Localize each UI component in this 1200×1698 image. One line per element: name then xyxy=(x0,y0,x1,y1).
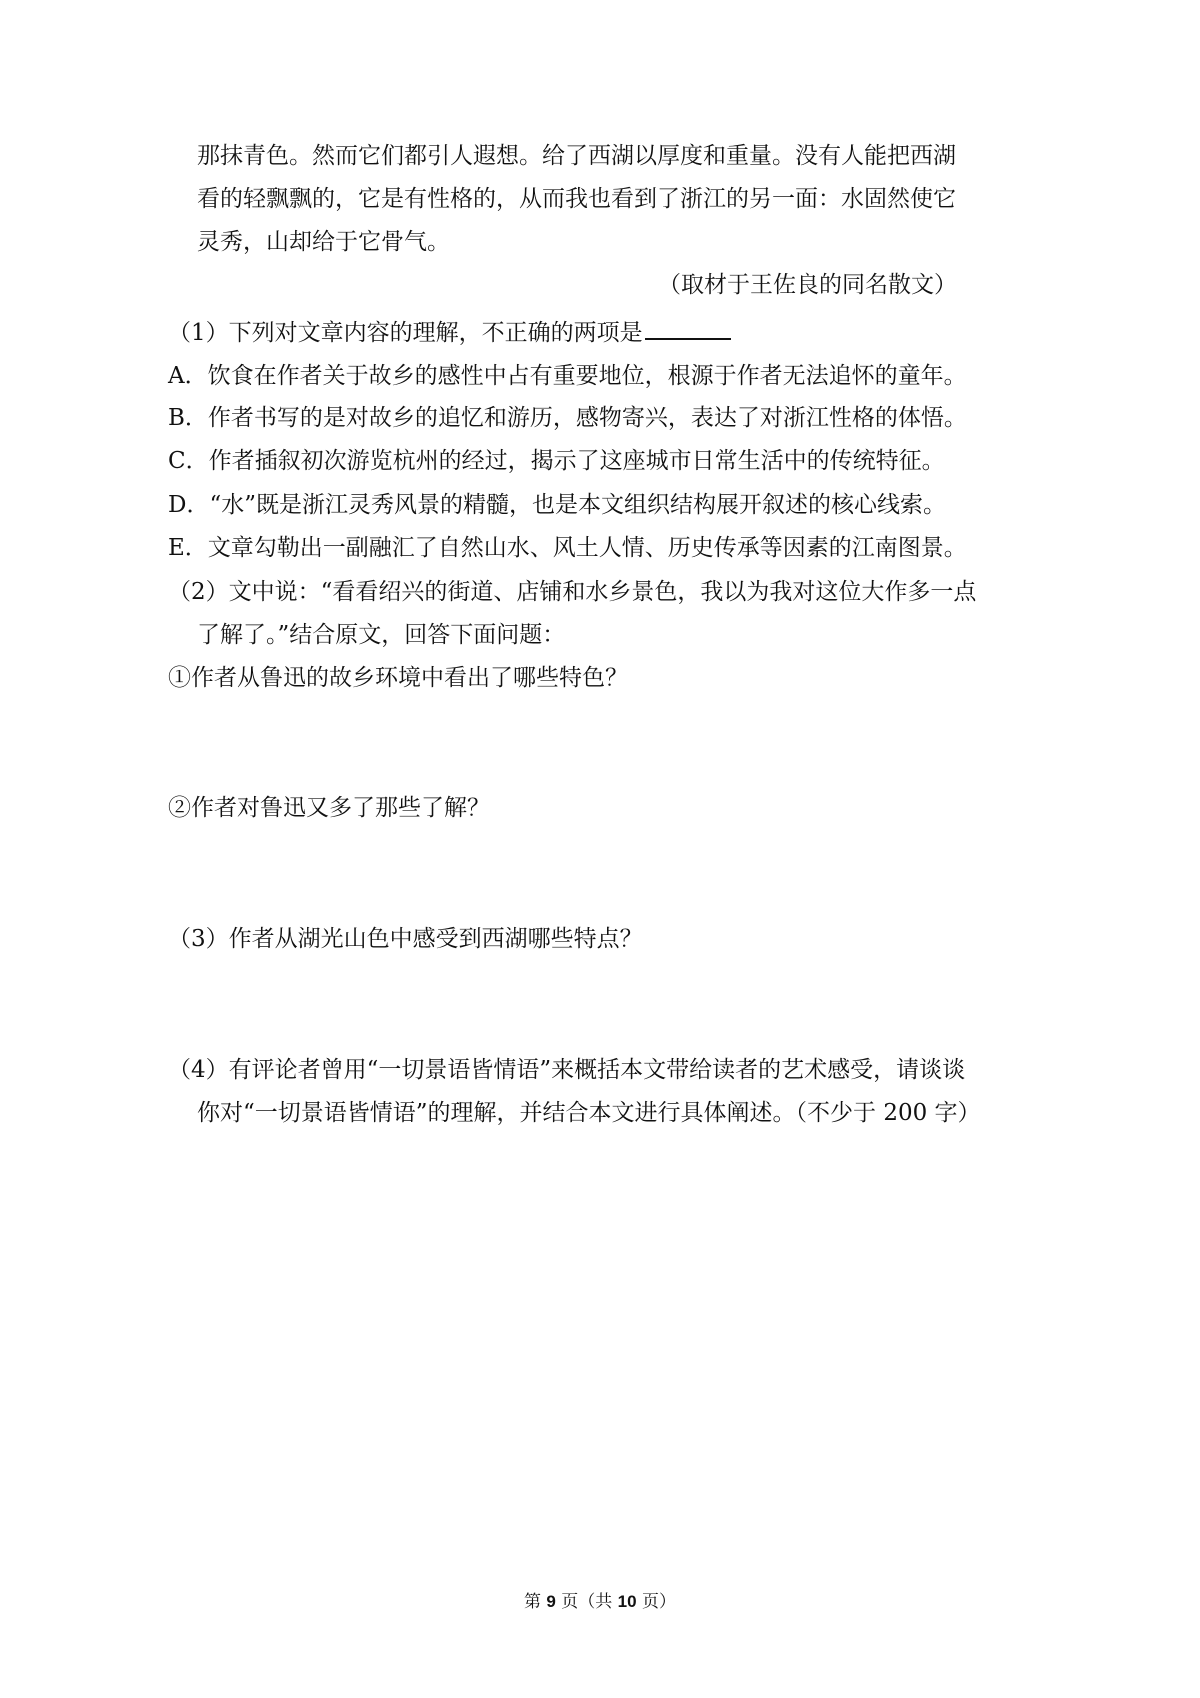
footer-page-number: 9 xyxy=(546,1592,556,1611)
question-3: （3）作者从湖光山色中感受到西湖哪些特点？ xyxy=(168,926,643,952)
question-1-option-a: A．饮食在作者关于故乡的感性中占有重要地位，根源于作者无法追怀的童年。 xyxy=(168,363,967,389)
passage-line-1: 那抹青色。然而它们都引人遐想。给了西湖以厚度和重量。没有人能把西湖 xyxy=(197,143,956,169)
question-1-option-e: E．文章勾勒出一副融汇了自然山水、风土人情、历史传承等因素的江南图景。 xyxy=(168,535,967,561)
question-2-sub-2: ②作者对鲁迅又多了那些了解？ xyxy=(168,795,490,821)
passage-line-3: 灵秀，山却给于它骨气。 xyxy=(197,229,450,255)
question-1-option-d: D．“水”既是浙江灵秀风景的精髓，也是本文组织结构展开叙述的核心线索。 xyxy=(168,492,946,518)
question-1-option-b: B．作者书写的是对故乡的追忆和游历，感物寄兴，表达了对浙江性格的体悟。 xyxy=(168,405,967,431)
question-4-line-1: （4）有评论者曾用“一切景语皆情语”来概括本文带给读者的艺术感受，请谈谈 xyxy=(168,1057,966,1083)
passage-source: （取材于王佐良的同名散文） xyxy=(658,272,957,298)
question-4-line-2: 你对“一切景语皆情语”的理解，并结合本文进行具体阐述。（不少于 200 字） xyxy=(197,1100,981,1126)
question-1-stem-text: （1）下列对文章内容的理解，不正确的两项是 xyxy=(168,320,643,346)
question-2-line-1: （2）文中说：“看看绍兴的街道、店铺和水乡景色，我以为我对这位大作多一点 xyxy=(168,579,977,605)
footer-prefix: 第 xyxy=(523,1592,547,1612)
question-2-sub-1: ①作者从鲁迅的故乡环境中看出了哪些特色？ xyxy=(168,665,628,691)
page-footer xyxy=(0,1590,1200,1614)
question-2-line-2: 了解了。”结合原文，回答下面问题： xyxy=(197,622,566,648)
question-1-stem xyxy=(168,316,731,348)
question-1-option-c: C．作者插叙初次游览杭州的经过，揭示了这座城市日常生活中的传统特征。 xyxy=(168,448,945,474)
footer-middle: 页（共 xyxy=(555,1592,618,1612)
footer-total-pages: 10 xyxy=(617,1592,637,1611)
passage-line-2: 看的轻飘飘的，它是有性格的，从而我也看到了浙江的另一面：水固然使它 xyxy=(197,186,956,212)
answer-blank xyxy=(645,316,731,340)
footer-suffix: 页） xyxy=(636,1592,676,1612)
